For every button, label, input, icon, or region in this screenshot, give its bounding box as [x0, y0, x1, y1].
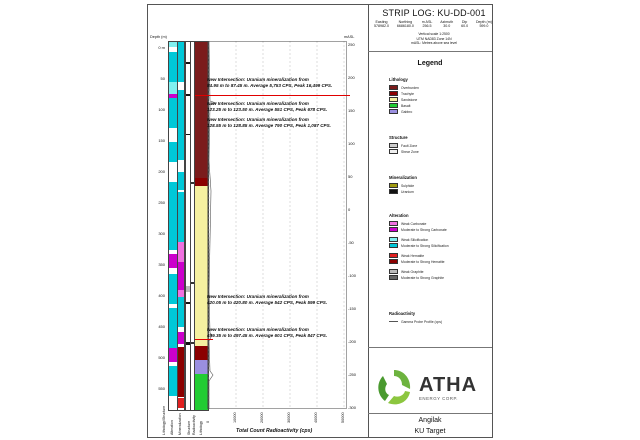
header-note: Vertical scale 1:2500 [418, 32, 450, 36]
log-plot-area [148, 5, 369, 437]
depth-tick: 50 [160, 76, 165, 81]
log-interval [178, 90, 184, 160]
depth-tick: 300 [158, 231, 165, 236]
column-title: Alteration [170, 420, 174, 435]
legend-item [389, 253, 424, 258]
logo-subtitle: ENERGY CORP. [419, 396, 459, 401]
legend-swatch [389, 321, 398, 322]
divider [368, 347, 492, 348]
divider [368, 413, 492, 414]
column-title: Radioactivity [192, 415, 196, 435]
project-name: Angilak [418, 417, 442, 424]
depth-tick: 550 [158, 386, 165, 391]
masl-tick: 100 [348, 141, 355, 146]
intersection-note-4: New Intersection: Uranium mineralization from 420.05 m to 420.80 m. Average 542 CPS, Peak 599 CPS. [207, 294, 328, 305]
logo-name: ATHA [419, 374, 478, 396]
intersection-arrow [195, 339, 213, 340]
log-interval [178, 347, 184, 397]
legend-item [389, 97, 417, 102]
collar-field-value: 60.0 [461, 24, 469, 29]
masl-tick: -50 [348, 240, 354, 245]
legend-label: Trachyte [401, 91, 415, 96]
x-tick: 20000 [260, 412, 264, 423]
depth-tick: 500 [158, 355, 165, 360]
legend-item [389, 237, 428, 242]
depth-tick: 200 [158, 169, 165, 174]
legend-panel [368, 5, 492, 437]
legend-label: Weak Carbonate [401, 221, 427, 226]
legend-item [389, 227, 447, 232]
legend-label: Moderate to Strong Silicification [401, 243, 449, 248]
masl-tick: 150 [348, 108, 355, 113]
legend-label: Gamma Probe Profile (cps) [401, 319, 443, 324]
legend-label: Gabbro [401, 109, 413, 114]
legend-label: Moderate to Strong Graphite [401, 275, 444, 280]
collar-field-name: Dip [461, 20, 468, 24]
company-logo [374, 367, 490, 407]
intersection-note-2: New Intersection: Uranium mineralization from 123.25 m to 123.50 m. Average 551 CPS, Peak 678 CPS. [207, 101, 328, 112]
intersection-note-3: New Intersection: Uranium mineralization from 128.55 m to 128.85 m. Average 790 CPS, Peak 1,087 CPS. [207, 117, 331, 128]
header-note: UTM NAD83 Zone 14N [416, 36, 452, 41]
legend-item [389, 183, 414, 188]
alteration-secondary-track [177, 41, 185, 411]
legend-swatch [389, 189, 398, 194]
collar-field-value: 599.0 [479, 24, 489, 29]
depth-tick: 400 [158, 293, 165, 298]
legend-swatch [389, 259, 398, 264]
legend-swatch [389, 149, 398, 154]
legend-swatch [389, 253, 398, 258]
masl-tick: -300 [348, 405, 357, 410]
header-note: mASL: Metres above sea level [411, 41, 457, 46]
legend-swatch [389, 275, 398, 280]
legend-section-title: Alteration [389, 213, 409, 218]
legend-swatch [389, 103, 398, 108]
legend-swatch [389, 243, 398, 248]
masl-tick: 250 [348, 42, 355, 47]
depth-axis-label: Depth (m) [150, 35, 167, 39]
depth-tick: 450 [158, 324, 165, 329]
collar-field [422, 20, 433, 29]
masl-axis-label: mASL [344, 35, 355, 39]
x-tick: 30000 [287, 412, 291, 423]
column-title: Mineralization [178, 413, 182, 435]
depth-tick: 250 [158, 200, 165, 205]
collar-field [440, 20, 453, 29]
column-title: Lithology/Structure [162, 405, 166, 435]
masl-tick: -200 [348, 339, 357, 344]
masl-tick: -250 [348, 372, 357, 377]
collar-field-name: Azimuth [440, 20, 454, 24]
x-tick: 50000 [341, 412, 345, 423]
collar-field-value: 30.0 [443, 24, 451, 29]
radioactivity-chart [207, 41, 347, 409]
collar-field [397, 20, 414, 29]
legend-item [389, 243, 449, 248]
legend-label: Overburden [401, 85, 419, 90]
collar-field [461, 20, 468, 29]
log-interval [178, 297, 184, 327]
legend-item [389, 103, 410, 108]
legend-swatch [389, 227, 398, 232]
depth-tick: 150 [158, 138, 165, 143]
legend-swatch [389, 109, 398, 114]
legend-item [389, 221, 426, 226]
legend-label: Sulphide [401, 183, 415, 188]
legend-section-title: Lithology [389, 77, 408, 82]
x-tick: 0 [206, 420, 210, 423]
masl-tick: 200 [348, 75, 355, 80]
collar-info [374, 20, 492, 29]
collar-field-name: Depth (m) [475, 20, 492, 24]
atha-logo-icon [374, 367, 414, 407]
legend-label: Basalt [401, 103, 411, 108]
header-notes [376, 32, 492, 46]
gamma-profile-line [209, 41, 216, 409]
legend-label: Weak Graphite [401, 269, 424, 274]
legend-item [389, 269, 424, 274]
masl-tick: 0 [348, 207, 351, 212]
legend-label: Weak Hematite [401, 253, 425, 258]
legend-swatch [389, 269, 398, 274]
collar-field-value: 256.5 [422, 24, 432, 29]
legend-swatch [389, 97, 398, 102]
legend-swatch [389, 91, 398, 96]
legend-swatch [389, 183, 398, 188]
log-interval [178, 42, 184, 82]
intersection-note-1: New Intersection: Uranium mineralization from 84.95 m to 87.45 m. Average 5,753 CPS, Peak 16,499 CPS. [207, 77, 333, 88]
legend-item [389, 149, 419, 154]
column-title: Lithology [199, 420, 203, 435]
legend-label: Weak Silicification [401, 237, 429, 242]
collar-field-name: Northing [398, 20, 413, 24]
masl-tick: -150 [348, 306, 357, 311]
legend-item [389, 143, 417, 148]
collar-field [476, 20, 492, 29]
legend-label: Shear Zone [401, 149, 419, 154]
legend-label: Fault Zone [401, 143, 418, 148]
legend-item [389, 189, 414, 194]
legend-swatch [389, 85, 398, 90]
legend-section-title: Radioactivity [389, 311, 416, 316]
depth-tick: 100 [158, 107, 165, 112]
masl-tick: 50 [348, 174, 353, 179]
intersection-note-5: New Intersection: Uranium mineralization from 489.35 m to 497.45 m. Average 601 CPS, Peak 847 CPS. [207, 327, 328, 338]
legend-section-title: Structure [389, 135, 408, 140]
legend-label: Uranium [401, 189, 414, 194]
depth-tick: 0 m [158, 45, 165, 50]
x-tick: 40000 [314, 412, 318, 423]
legend-item [389, 259, 445, 264]
legend-swatch [389, 237, 398, 242]
legend-label: Sandstone [401, 97, 418, 102]
legend-label: Moderate to Strong Carbonate [401, 227, 447, 232]
chart-frame [208, 42, 347, 409]
strip-log-title: STRIP LOG: KU-DD-001 [382, 8, 486, 18]
legend-item [389, 319, 442, 324]
collar-field [374, 20, 389, 29]
legend-title: Legend [417, 60, 443, 67]
column-title: Structure [187, 420, 191, 435]
depth-tick: 350 [158, 262, 165, 267]
x-axis-title: Total Count Radioactivity (cps) [236, 428, 313, 434]
legend-item [389, 85, 419, 90]
legend-item [389, 109, 412, 114]
collar-field-name: m ASL [421, 20, 433, 24]
collar-field-value: 6686180.0 [396, 24, 414, 29]
log-interval [178, 172, 184, 190]
legend-item [389, 275, 444, 280]
divider [368, 51, 492, 52]
legend-swatch [389, 143, 398, 148]
collar-field-value: 578982.0 [374, 24, 389, 29]
legend-item [389, 91, 414, 96]
legend-label: Moderate to Strong Hematite [401, 259, 445, 264]
log-interval [178, 262, 184, 290]
collar-field-name: Easting [375, 20, 388, 24]
masl-tick: -100 [348, 273, 357, 278]
strip-log-sheet [147, 4, 493, 438]
legend-section-title: Mineralization [389, 175, 417, 180]
target-name: KU Target [414, 428, 446, 435]
log-interval [178, 398, 184, 408]
x-tick: 10000 [233, 412, 237, 423]
log-interval [178, 332, 184, 344]
legend-swatch [389, 221, 398, 226]
intersection-arrow [195, 95, 350, 96]
